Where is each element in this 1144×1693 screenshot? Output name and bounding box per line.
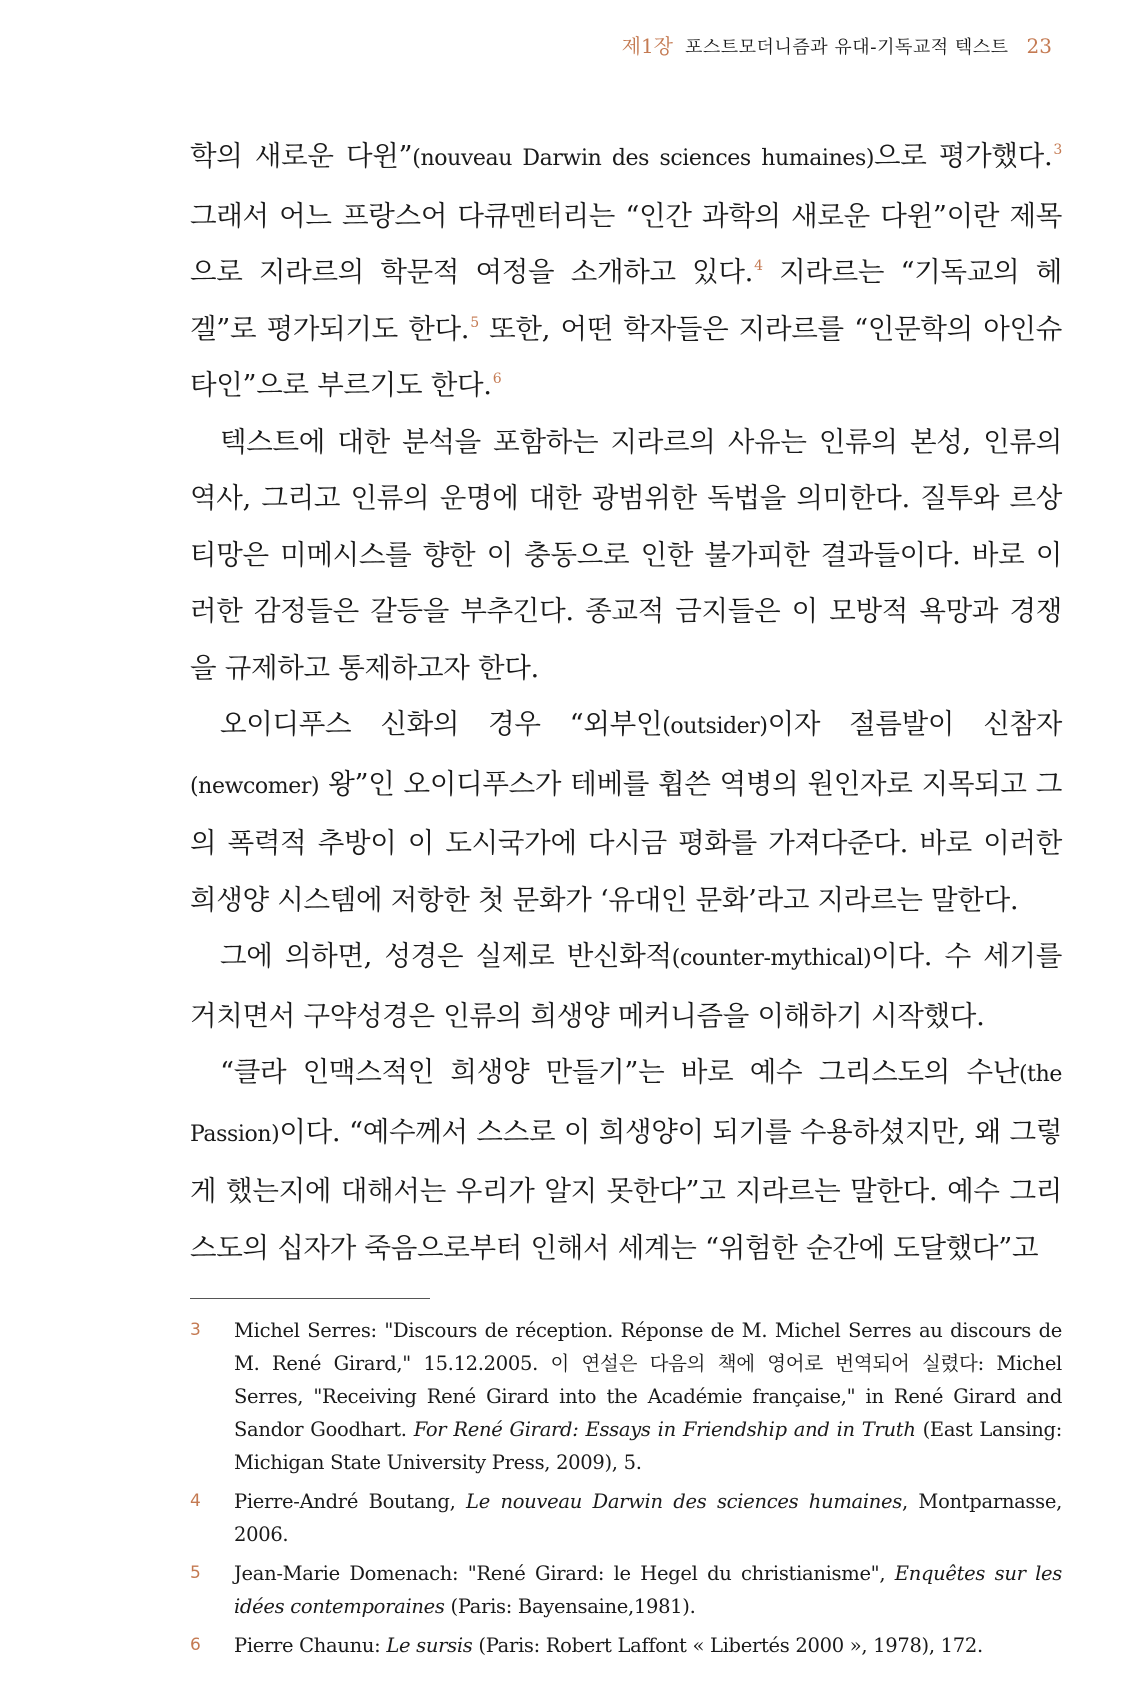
- footnote-6: [190, 1629, 1062, 1662]
- footnote-title: Le nouveau Darwin des sciences humaines: [466, 1490, 902, 1513]
- footnote-number: 6: [190, 1635, 201, 1655]
- text-run: 으로 평가했다.: [874, 140, 1053, 172]
- footnote-text: (Paris: Bayensaine,1981).: [444, 1595, 696, 1618]
- body-text: [190, 128, 1062, 1276]
- footnote-4: [190, 1485, 1062, 1551]
- paragraph-2: 텍스트에 대한 분석을 포함하는 지라르의 사유는 인류의 본성, 인류의 역사, 그리고 인류의 운명에 대한 광범위한 독법을 의미한다. 질투와 르상티망은 미메시스를 향한 이 충동으로 인한 불가피한 결과들이다. 바로 이러한 감정들은 갈등을 부추긴다. 종교적 금지들은 이 모방적 욕망과 경쟁을 규제하고 통제하고자 한다.: [190, 425, 1062, 684]
- text-run: 학의 새로운 다윈”: [190, 140, 413, 172]
- chapter-title: 포스트모더니즘과 유대-기독교적 텍스트: [685, 37, 1009, 58]
- text-run: 이자 절름발이 신참자: [767, 708, 1062, 740]
- footnote-ref-5[interactable]: 5: [470, 314, 479, 331]
- paragraph-1: [190, 128, 1062, 414]
- footnote-text: Michel Serres: "Discours de réception. Réponse de M. Michel Serres au discours de M. René Girard," 15.12.2005. 이 연설은 다음의 책에 영어로 번역되어 실렸다: Michel Serres, "Receiving René Girard into the Académie française," in René Girard and Sandor Goodhart.: [234, 1319, 1062, 1441]
- paragraph-4: [190, 928, 1062, 1044]
- footnote-number: 4: [190, 1491, 201, 1511]
- footnote-text: Pierre-André Boutang,: [234, 1490, 467, 1513]
- footnote-title: Le sursis: [386, 1634, 473, 1657]
- paragraph-3: [190, 696, 1062, 928]
- text-run: 오이디푸스 신화의 경우 “외부인: [220, 708, 663, 740]
- latin-gloss: (nouveau Darwin des sciences humaines): [412, 146, 875, 171]
- latin-gloss: (newcomer): [190, 773, 320, 799]
- text-run: 그에 의하면, 성경은 실제로 반신화적: [220, 940, 672, 972]
- footnote-text: Jean-Marie Domenach: "René Girard: le Hegel du christianisme",: [234, 1562, 895, 1585]
- chapter-label: 제1장: [621, 34, 673, 58]
- text-run: “클라 인맥스적인 희생양 만들기”는 바로 예수 그리스도의 수난: [220, 1056, 1019, 1088]
- text-run: 이다. “예수께서 스스로 이 희생양이 되기를 수용하셨지만, 왜 그렇게 했는지에 대해서는 우리가 알지 못한다”고 지라르는 말한다. 예수 그리스도의 십자가 죽음으로부터 인해서 세계는 “위험한 순간에 도달했다”고: [190, 1115, 1062, 1264]
- footnote-ref-4[interactable]: 4: [754, 258, 763, 274]
- footnote-text: Pierre Chaunu:: [234, 1634, 387, 1657]
- text-run: 이다. 수 세기를 거치면서 구약성경은 인류의 희생양 메커니즘을 이해하기 시작했다.: [190, 940, 1062, 1032]
- footnote-ref-6[interactable]: 6: [492, 371, 502, 387]
- footnote-title: Enquêtes sur les idées contemporaines: [234, 1562, 1062, 1618]
- footnote-3: [190, 1314, 1062, 1479]
- footnotes: [190, 1314, 1062, 1668]
- footnote-text: (East Lansing: Michigan State University Press, 2009), 5.: [234, 1418, 1063, 1474]
- latin-gloss: (the Passion): [190, 1062, 1062, 1147]
- latin-gloss: (outsider): [662, 714, 768, 739]
- text-run: 지라르는 “기독교의 헤겔”로 평가되기도 한다.: [190, 256, 1062, 345]
- footnote-title: For René Girard: Essays in Friendship and in Truth: [413, 1418, 916, 1441]
- latin-gloss: (counter-mythical): [671, 946, 872, 971]
- page-number: 23: [1026, 34, 1052, 58]
- running-head: [622, 30, 1052, 58]
- footnote-number: 3: [190, 1320, 201, 1340]
- paragraph-5: [190, 1044, 1062, 1276]
- text-run: 왕”인 오이디푸스가 테베를 휩쓴 역병의 원인자로 지목되고 그의 폭력적 추방이 이 도시국가에 다시금 평화를 가져다준다. 바로 이러한 희생양 시스템에 저항한 첫 문화가 ‘유대인 문화’라고 지라르는 말한다.: [190, 767, 1062, 916]
- text-run: 또한, 어떤 학자들은 지라르를 “인문학의 아인슈타인”으로 부르기도 한다.: [190, 312, 1062, 401]
- footnote-text: (Paris: Robert Laffont « Libertés 2000 », 1978), 172.: [472, 1634, 983, 1657]
- footnote-text: , Montparnasse, 2006.: [234, 1490, 1062, 1546]
- footnote-ref-3[interactable]: 3: [1053, 142, 1062, 158]
- footnote-divider: [190, 1298, 430, 1299]
- footnote-number: 5: [190, 1563, 201, 1583]
- text-run: 그래서 어느 프랑스어 다큐멘터리는 “인간 과학의 새로운 다윈”이란 제목으로 지라르의 학문적 여정을 소개하고 있다.: [190, 199, 1062, 288]
- footnote-5: [190, 1557, 1062, 1623]
